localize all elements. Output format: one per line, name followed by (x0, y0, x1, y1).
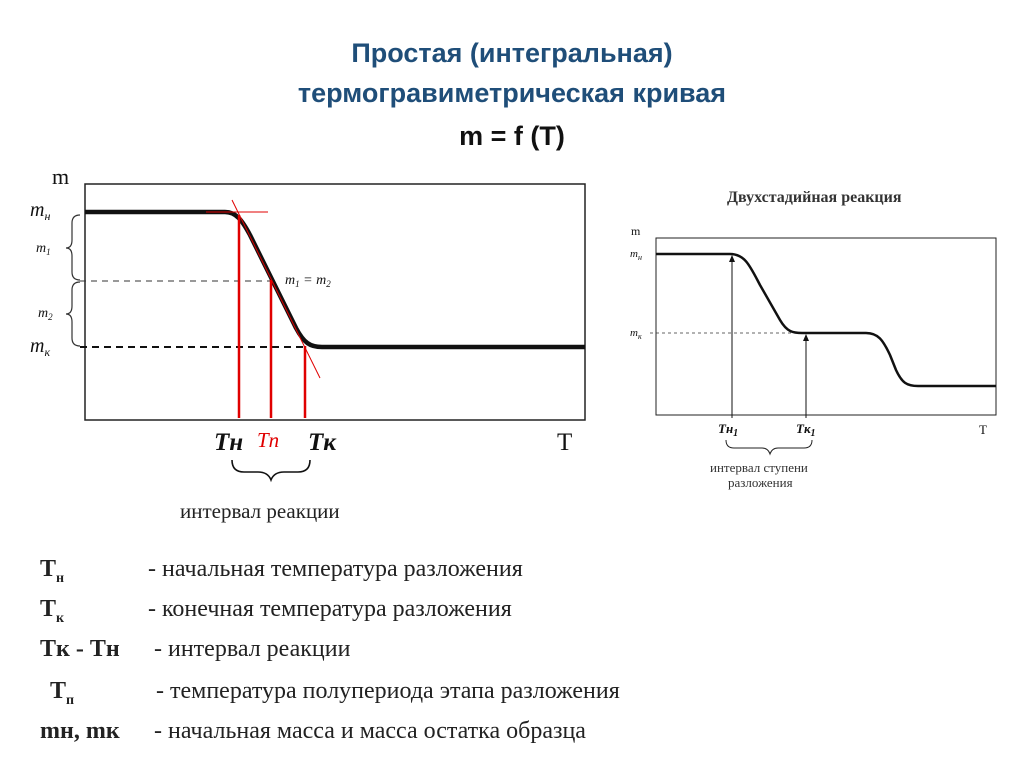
title-line-1: Простая (интегральная) (351, 38, 673, 68)
legend-description: - начальная температура разложения (148, 556, 523, 582)
left-equality-label: $m_1 = m_2$ (285, 273, 331, 289)
legend-symbol: $T_п$ (50, 678, 75, 708)
left-m-n-label: $m_н$ (30, 199, 51, 223)
right-diagram-title: Двухстадийная реакция (727, 189, 902, 206)
left-Tp-label: Tп (257, 428, 280, 452)
legend-symbol: Tк - Tн (40, 636, 120, 662)
left-m-k-label: $m_к$ (30, 335, 51, 359)
left-interval-label: интервал реакции (180, 499, 340, 523)
left-interval-brace (232, 460, 310, 480)
right-tg-curve (656, 254, 996, 386)
left-x-axis-label: T (557, 429, 573, 456)
left-y-axis-label: m (52, 164, 70, 189)
right-y-axis-label: m (631, 224, 641, 238)
right-m-n-label: $m_н$ (630, 248, 642, 262)
legend-description: - интервал реакции (154, 636, 351, 662)
right-interval-label-1: интервал ступени (710, 460, 808, 475)
legend-description: - температура полупериода этапа разложения (156, 678, 620, 704)
left-Tk-label: Tк (308, 429, 336, 456)
right-Tn1-label: $Tн_1$ (718, 421, 739, 439)
right-m-k-label: $m_к$ (630, 327, 642, 341)
title-line-2: термогравиметрическая кривая (297, 78, 727, 108)
right-Tk1-label: $Tк_1$ (796, 421, 816, 439)
left-m-1-label: $m_1$ (36, 241, 51, 257)
left-m2-brace (66, 282, 80, 346)
legend-symbol: $T_к$ (40, 596, 65, 626)
legend-symbol: $T_н$ (40, 556, 65, 586)
left-m-2-label: $m_2$ (38, 306, 53, 322)
right-Tn1-arrow-head (729, 255, 735, 262)
title-formula: m = f (T) (459, 121, 565, 151)
left-tg-curve (85, 212, 585, 347)
right-plot-frame (656, 238, 996, 415)
right-Tk1-arrow-head (803, 334, 809, 341)
right-two-stage-diagram (610, 180, 1010, 500)
left-Tn-label: Tн (214, 429, 244, 456)
legend-description: - конечная температура разложения (148, 596, 512, 622)
left-m1-brace (66, 215, 80, 280)
left-tg-diagram (0, 160, 600, 535)
legend-description: - начальная масса и масса остатка образца (154, 718, 586, 744)
left-tangent-slope (232, 200, 320, 378)
right-interval-label-2: разложения (728, 475, 793, 490)
right-x-axis-label: T (979, 422, 987, 437)
left-plot-frame (85, 184, 585, 420)
right-interval-brace (726, 440, 812, 454)
legend-symbol: mн, mк (40, 718, 120, 744)
